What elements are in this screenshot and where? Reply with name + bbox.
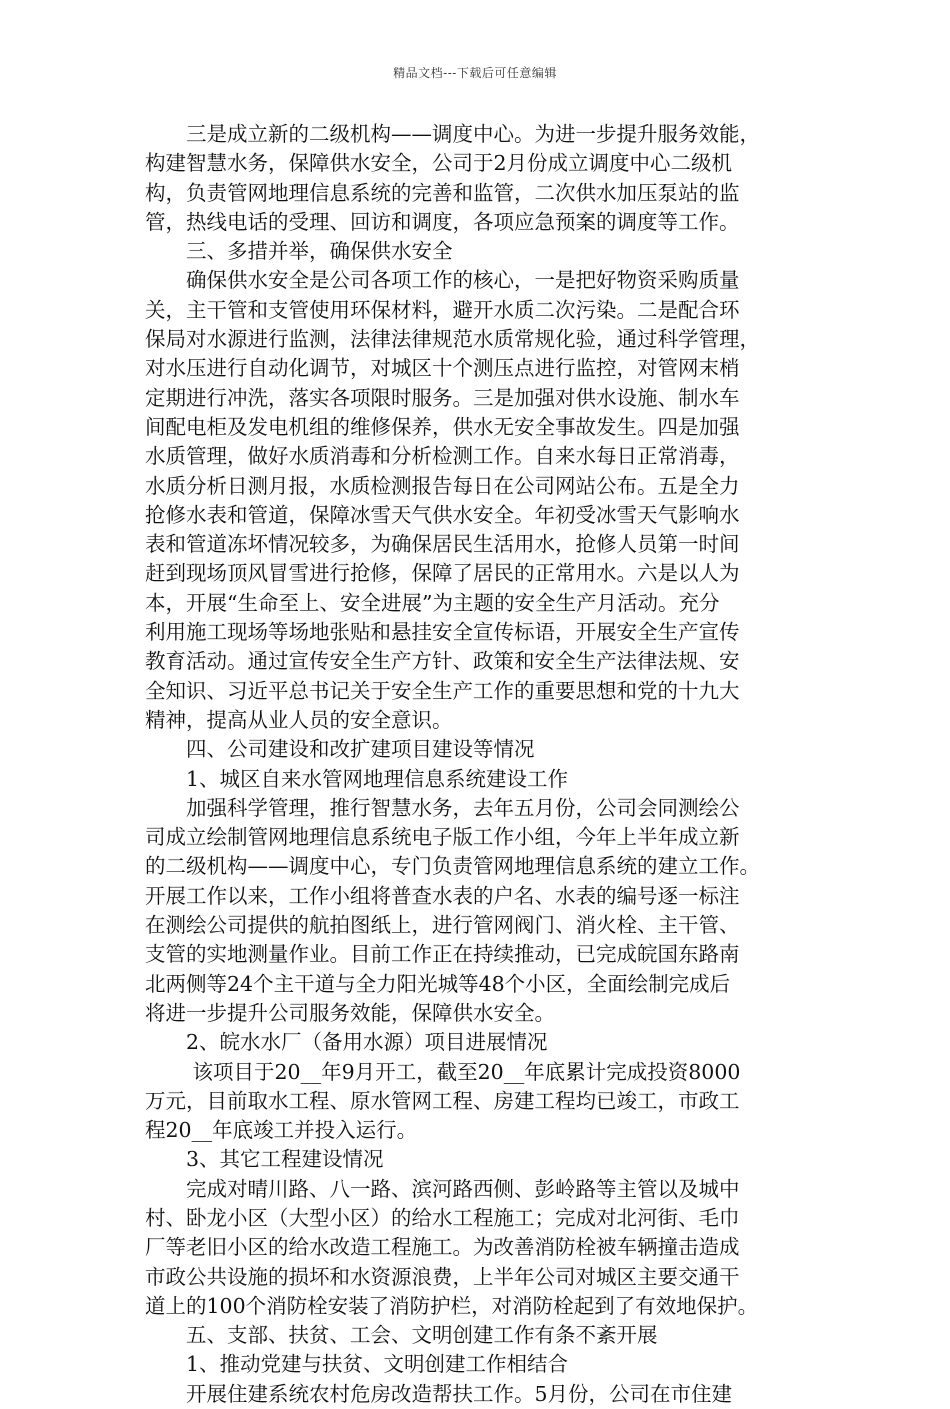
text-line: 村、卧龙小区（大型小区）的给水工程施工；完成对北河街、毛巾 [145, 1205, 740, 1230]
text-line: 管，热线电话的受理、回访和调度，各项应急预案的调度等工作。 [145, 209, 740, 234]
text-line: 的二级机构——调度中心，专门负责管网地理信息系统的建立工作。 [145, 854, 760, 879]
text-line: 加强科学管理，推行智慧水务，去年五月份，公司会同测绘公 [145, 795, 740, 820]
text-line: 抢修水表和管道，保障冰雪天气供水安全。年初受冰雪天气影响水 [145, 502, 740, 527]
text-line: 在测绘公司提供的航拍图纸上，进行管网阀门、消火栓、主干管、 [145, 913, 740, 938]
text-line: 厂等老旧小区的给水改造工程施工。为改善消防栓被车辆撞击造成 [145, 1235, 740, 1260]
text-line: 2、皖水水厂（备用水源）项目进展情况 [145, 1030, 548, 1055]
text-line: 对水压进行自动化调节，对城区十个测压点进行监控，对管网末梢 [145, 356, 740, 381]
text-line: 万元，目前取水工程、原水管网工程、房建工程均已竣工，市政工 [145, 1088, 740, 1113]
text-line: 本，开展“生命至上、安全进展”为主题的安全生产月活动。充分 [145, 590, 720, 615]
text-line: 全知识、习近平总书记关于安全生产工作的重要思想和党的十九大 [145, 678, 740, 703]
text-line: 支管的实地测量作业。目前工作正在持续推动，已完成皖国东路南 [145, 942, 740, 967]
text-line: 水质管理，做好水质消毒和分析检测工作。自来水每日正常消毒， [145, 444, 740, 469]
text-line: 构，负责管网地理信息系统的完善和监管，二次供水加压泵站的监 [145, 180, 740, 205]
text-line: 定期进行冲洗，落实各项限时服务。三是加强对供水设施、制水车 [145, 385, 740, 410]
text-line: 开展工作以来，工作小组将普查水表的户名、水表的编号逐一标注 [145, 883, 740, 908]
text-line: 三是成立新的二级机构——调度中心。为进一步提升服务效能， [145, 122, 760, 146]
text-line: 构建智慧水务，保障供水安全，公司于2月份成立调度中心二级机 [145, 151, 733, 176]
text-line: 保局对水源进行监测，法律法律规范水质常规化验，通过科学管理， [145, 327, 760, 352]
text-line: 该项目于20__年9月开工，截至20__年底累计完成投资8000 [145, 1059, 741, 1084]
text-line: 将进一步提升公司服务效能，保障供水安全。 [145, 1000, 555, 1025]
text-line: 四、公司建设和改扩建项目建设等情况 [145, 737, 535, 762]
text-line: 程20__年底竣工并投入运行。 [145, 1118, 418, 1143]
text-line: 表和管道冻坏情况较多，为确保居民生活用水，抢修人员第一时间 [145, 532, 740, 557]
text-line: 1、城区自来水管网地理信息系统建设工作 [145, 766, 569, 791]
text-line: 教育活动。通过宣传安全生产方针、政策和安全生产法律法规、安 [145, 649, 740, 674]
text-line: 五、支部、扶贫、工会、文明创建工作有条不紊开展 [145, 1323, 658, 1348]
text-line: 司成立绘制管网地理信息系统电子版工作小组，今年上半年成立新 [145, 825, 740, 850]
text-line: 水质分析日测月报，水质检测报告每日在公司网站公布。五是全力 [145, 473, 740, 498]
text-line: 1、推动党建与扶贫、文明创建工作相结合 [145, 1352, 569, 1377]
text-line: 开展住建系统农村危房改造帮扶工作。5月份，公司在市住建 [145, 1381, 733, 1406]
text-line: 完成对晴川路、八一路、滨河路西侧、彭岭路等主管以及城中 [145, 1176, 740, 1201]
text-line: 赶到现场顶风冒雪进行抢修，保障了居民的正常用水。六是以人为 [145, 561, 740, 586]
text-line: 间配电柜及发电机组的维修保养，供水无安全事故发生。四是加强 [145, 414, 740, 439]
document-body [145, 120, 805, 1409]
text-line: 市政公共设施的损坏和水资源浪费，上半年公司对城区主要交通干 [145, 1264, 740, 1289]
text-line: 3、其它工程建设情况 [145, 1147, 384, 1172]
text-line: 道上的100个消防栓安装了消防护栏，对消防栓起到了有效地保护。 [145, 1293, 759, 1318]
text-line: 三、多措并举，确保供水安全 [145, 239, 453, 264]
text-line: 精神，提高从业人员的安全意识。 [145, 707, 453, 732]
page-header: 精品文档---下载后可任意编辑 [393, 66, 557, 80]
text-line: 北两侧等24个主干道与全力阳光城等48个小区，全面绘制完成后 [145, 971, 731, 996]
text-line: 利用施工现场等场地张贴和悬挂安全宣传标语，开展安全生产宣传 [145, 620, 740, 645]
text-line: 关，主干管和支管使用环保材料，避开水质二次污染。二是配合环 [145, 297, 740, 322]
text-line: 确保供水安全是公司各项工作的核心，一是把好物资采购质量 [145, 268, 740, 293]
